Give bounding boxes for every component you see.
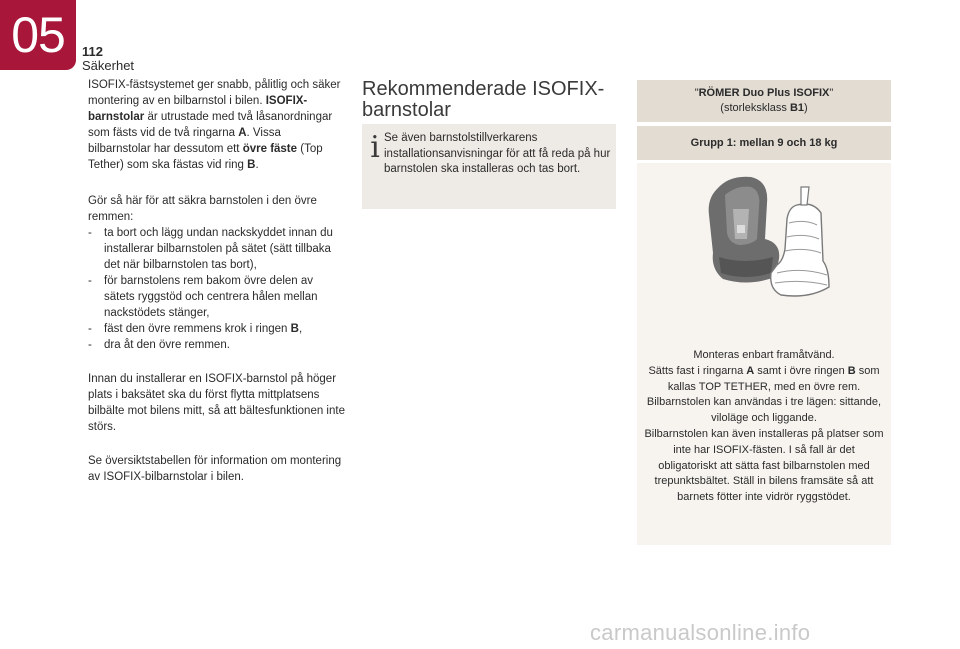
product-description [643, 348, 885, 506]
step-text: fäst den övre remmens krok i ringen [104, 323, 291, 335]
steps-intro: Gör så här för att säkra barnstolen i den övre remmen: [88, 195, 317, 223]
product-header [637, 80, 891, 122]
list-item [88, 337, 346, 353]
page-number: 112 [82, 44, 103, 59]
description-line: Bilbarnstolen kan även installeras på platser som inte har ISOFIX-fästen. I så fall är det obligatoriskt att sätta fast bilbarnstolen med trepunktsbältet. Ställ in bilens framsäte så att barnets fötter inte vidrör ryggstödet. [644, 427, 884, 504]
quote-mark: " [694, 87, 699, 99]
step-text: ta bort och lägg undan nackskyddet innan du installerar bilbarnstolen på sätet (sätt tillbaka det när bilbarnstolen tas bort), [104, 227, 333, 271]
bold-term: ISOFIX-barnstolar [88, 95, 308, 123]
size-class-line [637, 101, 891, 116]
text-span: ) [804, 102, 808, 114]
text-span: . [255, 159, 259, 171]
watermark: carmanualsonline.info [590, 620, 811, 645]
weight-group-header: Grupp 1: mellan 9 och 18 kg [637, 126, 891, 160]
text-span: är utrustade med två låsanordningar som fästs vid de två ringarna [88, 111, 333, 139]
list-item [88, 273, 346, 321]
section-heading: Rekommenderade ISOFIX-barnstolar [362, 78, 605, 121]
description-line: Bilbarnstolen kan användas i tre lägen: sittande, viloläge och liggande. [646, 396, 882, 425]
product-name-line [637, 86, 891, 101]
text-span: ISOFIX-fästsystemet ger snabb, pålitlig och säker montering av en bilbarnstol i bilen. [88, 79, 341, 107]
dash: - [88, 323, 92, 335]
text-span: samt i övre ringen [754, 364, 848, 377]
overview-table-paragraph: Se översiktstabellen för information om montering av ISOFIX-bilbarnstolar i bilen. [88, 455, 342, 483]
description-line [643, 364, 885, 396]
left-column [88, 77, 346, 485]
bold-term: övre fäste [242, 143, 298, 155]
description-line: Monteras enbart framåtvänd. [693, 349, 835, 361]
list-item [88, 321, 346, 337]
isofix-intro-paragraph [88, 77, 346, 173]
text-span: (storleksklass [720, 102, 790, 114]
text-span: Sätts fast i ringarna [648, 364, 747, 377]
chapter-number-tab: 05 [0, 0, 76, 70]
step-text: , [298, 323, 303, 335]
step-text: för barnstolens rem bakom övre delen av sätets ryggstöd och centrera hålen mellan nackstödets stänger, [104, 275, 318, 319]
size-class: B1 [789, 102, 805, 114]
product-details [637, 163, 891, 545]
child-seat-card [637, 80, 891, 545]
section-title: Säkerhet [82, 58, 135, 73]
text-span: (Top Tether) som ska fästas vid ring [88, 143, 323, 171]
dash: - [88, 227, 92, 239]
ring-b-label: B [247, 159, 256, 171]
dash: - [88, 275, 92, 287]
product-name: RÖMER Duo Plus ISOFIX [698, 87, 830, 99]
dash: - [88, 339, 92, 351]
step-text: dra åt den övre remmen. [104, 339, 230, 351]
ring-a-label: A [238, 127, 247, 139]
steps-list [88, 225, 346, 353]
center-belt-paragraph: Innan du installerar en ISOFIX-barnstol på höger plats i baksätet ska du först flytta mittplatsens bilbälte mot bilens mitt, så att bältesfunktionen inte störs. [88, 373, 345, 433]
quote-mark: " [829, 87, 834, 99]
info-icon: i [370, 130, 380, 165]
info-note-box [362, 124, 616, 209]
list-item [88, 225, 346, 273]
ring-b-label: B [290, 323, 299, 335]
ring-a-label: A [746, 364, 755, 377]
ring-b-label: B [847, 364, 856, 377]
info-note-text: Se även barnstolstillverkarens installationsanvisningar för att få reda på hur barnstolen ska installeras och tas bort. [384, 132, 611, 175]
text-span: . Vissa bilbarnstolar har dessutom ett [88, 127, 281, 155]
child-seat-illustration-icon [689, 169, 845, 305]
text-span: som kallas TOP TETHER, med en övre rem. [667, 364, 880, 393]
